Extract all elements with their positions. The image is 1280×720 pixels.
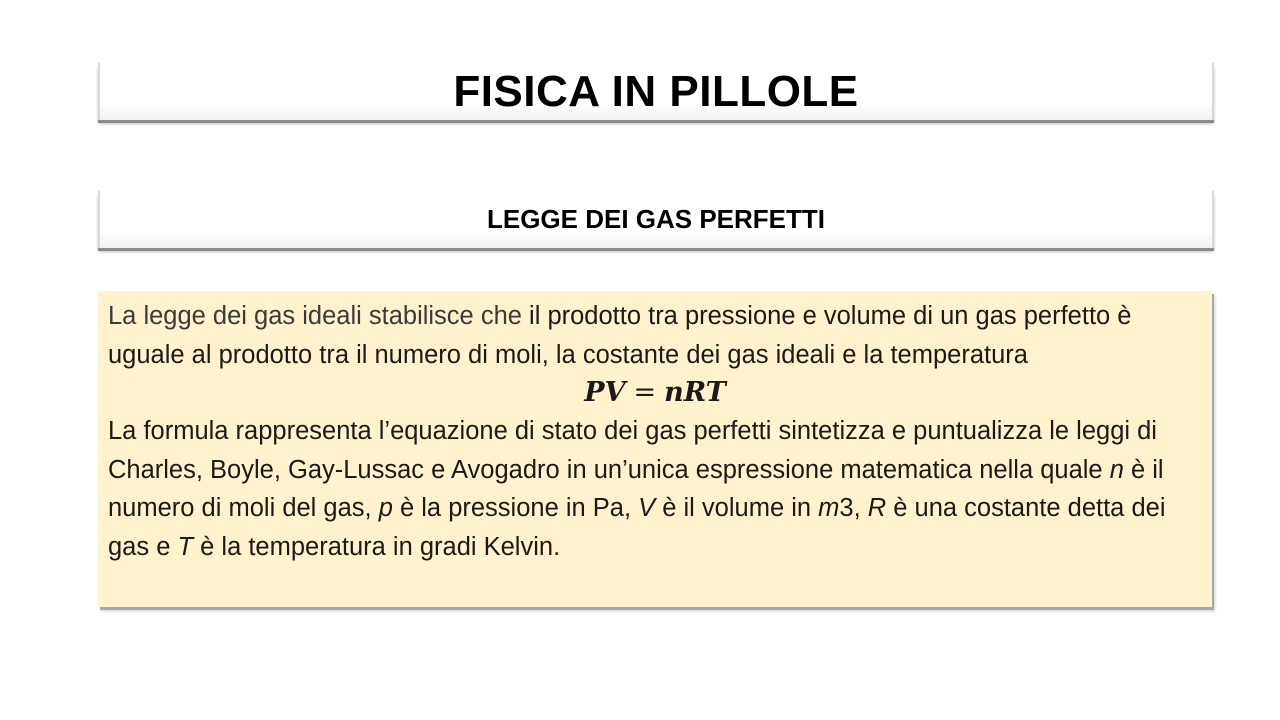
formula-operator: = (633, 377, 657, 408)
explanation-part5: 3, (839, 494, 868, 522)
title-banner (98, 63, 1214, 120)
subtitle-banner (98, 191, 1214, 248)
var-m: m (818, 494, 840, 522)
var-p: p (378, 494, 393, 522)
intro-lead: La legge dei gas ideali stabilisce che (108, 302, 522, 330)
var-v: V (638, 494, 656, 522)
explanation-part2: è il numero di moli del gas, (108, 455, 1164, 522)
intro-paragraph (108, 297, 1202, 374)
explanation-part3: è la pressione in Pa, (392, 494, 639, 522)
explanation-paragraph (108, 412, 1202, 566)
var-n: n (1109, 455, 1124, 484)
explanation-part7: è la temperatura in gradi Kelvin. (193, 532, 561, 561)
formula-rhs: nRT (664, 377, 726, 408)
explanation-part4: è il volume in (655, 494, 819, 522)
slide-title: FISICA IN PILLOLE (453, 66, 859, 116)
slide-subtitle: LEGGE DEI GAS PERFETTI (486, 204, 826, 234)
var-r: R (867, 494, 887, 522)
content-box (98, 291, 1212, 607)
formula-lhs: PV (584, 377, 626, 408)
formula (108, 374, 1202, 412)
var-t: T (177, 532, 194, 561)
explanation-part6: è una costante detta dei gas e (108, 494, 1166, 561)
intro-rest: il prodotto tra pressione e volume di un gas perfetto è uguale al prodotto tra il numero di moli, la costante dei gas ideali e la temperatura (108, 302, 1132, 369)
explanation-part1: La formula rappresenta l’equazione di stato dei gas perfetti sintetizza e puntualizza le leggi di Charles, Boyle, Gay-Lussac e Avogadro in un’unica espressione matematica nella quale (108, 417, 1157, 484)
